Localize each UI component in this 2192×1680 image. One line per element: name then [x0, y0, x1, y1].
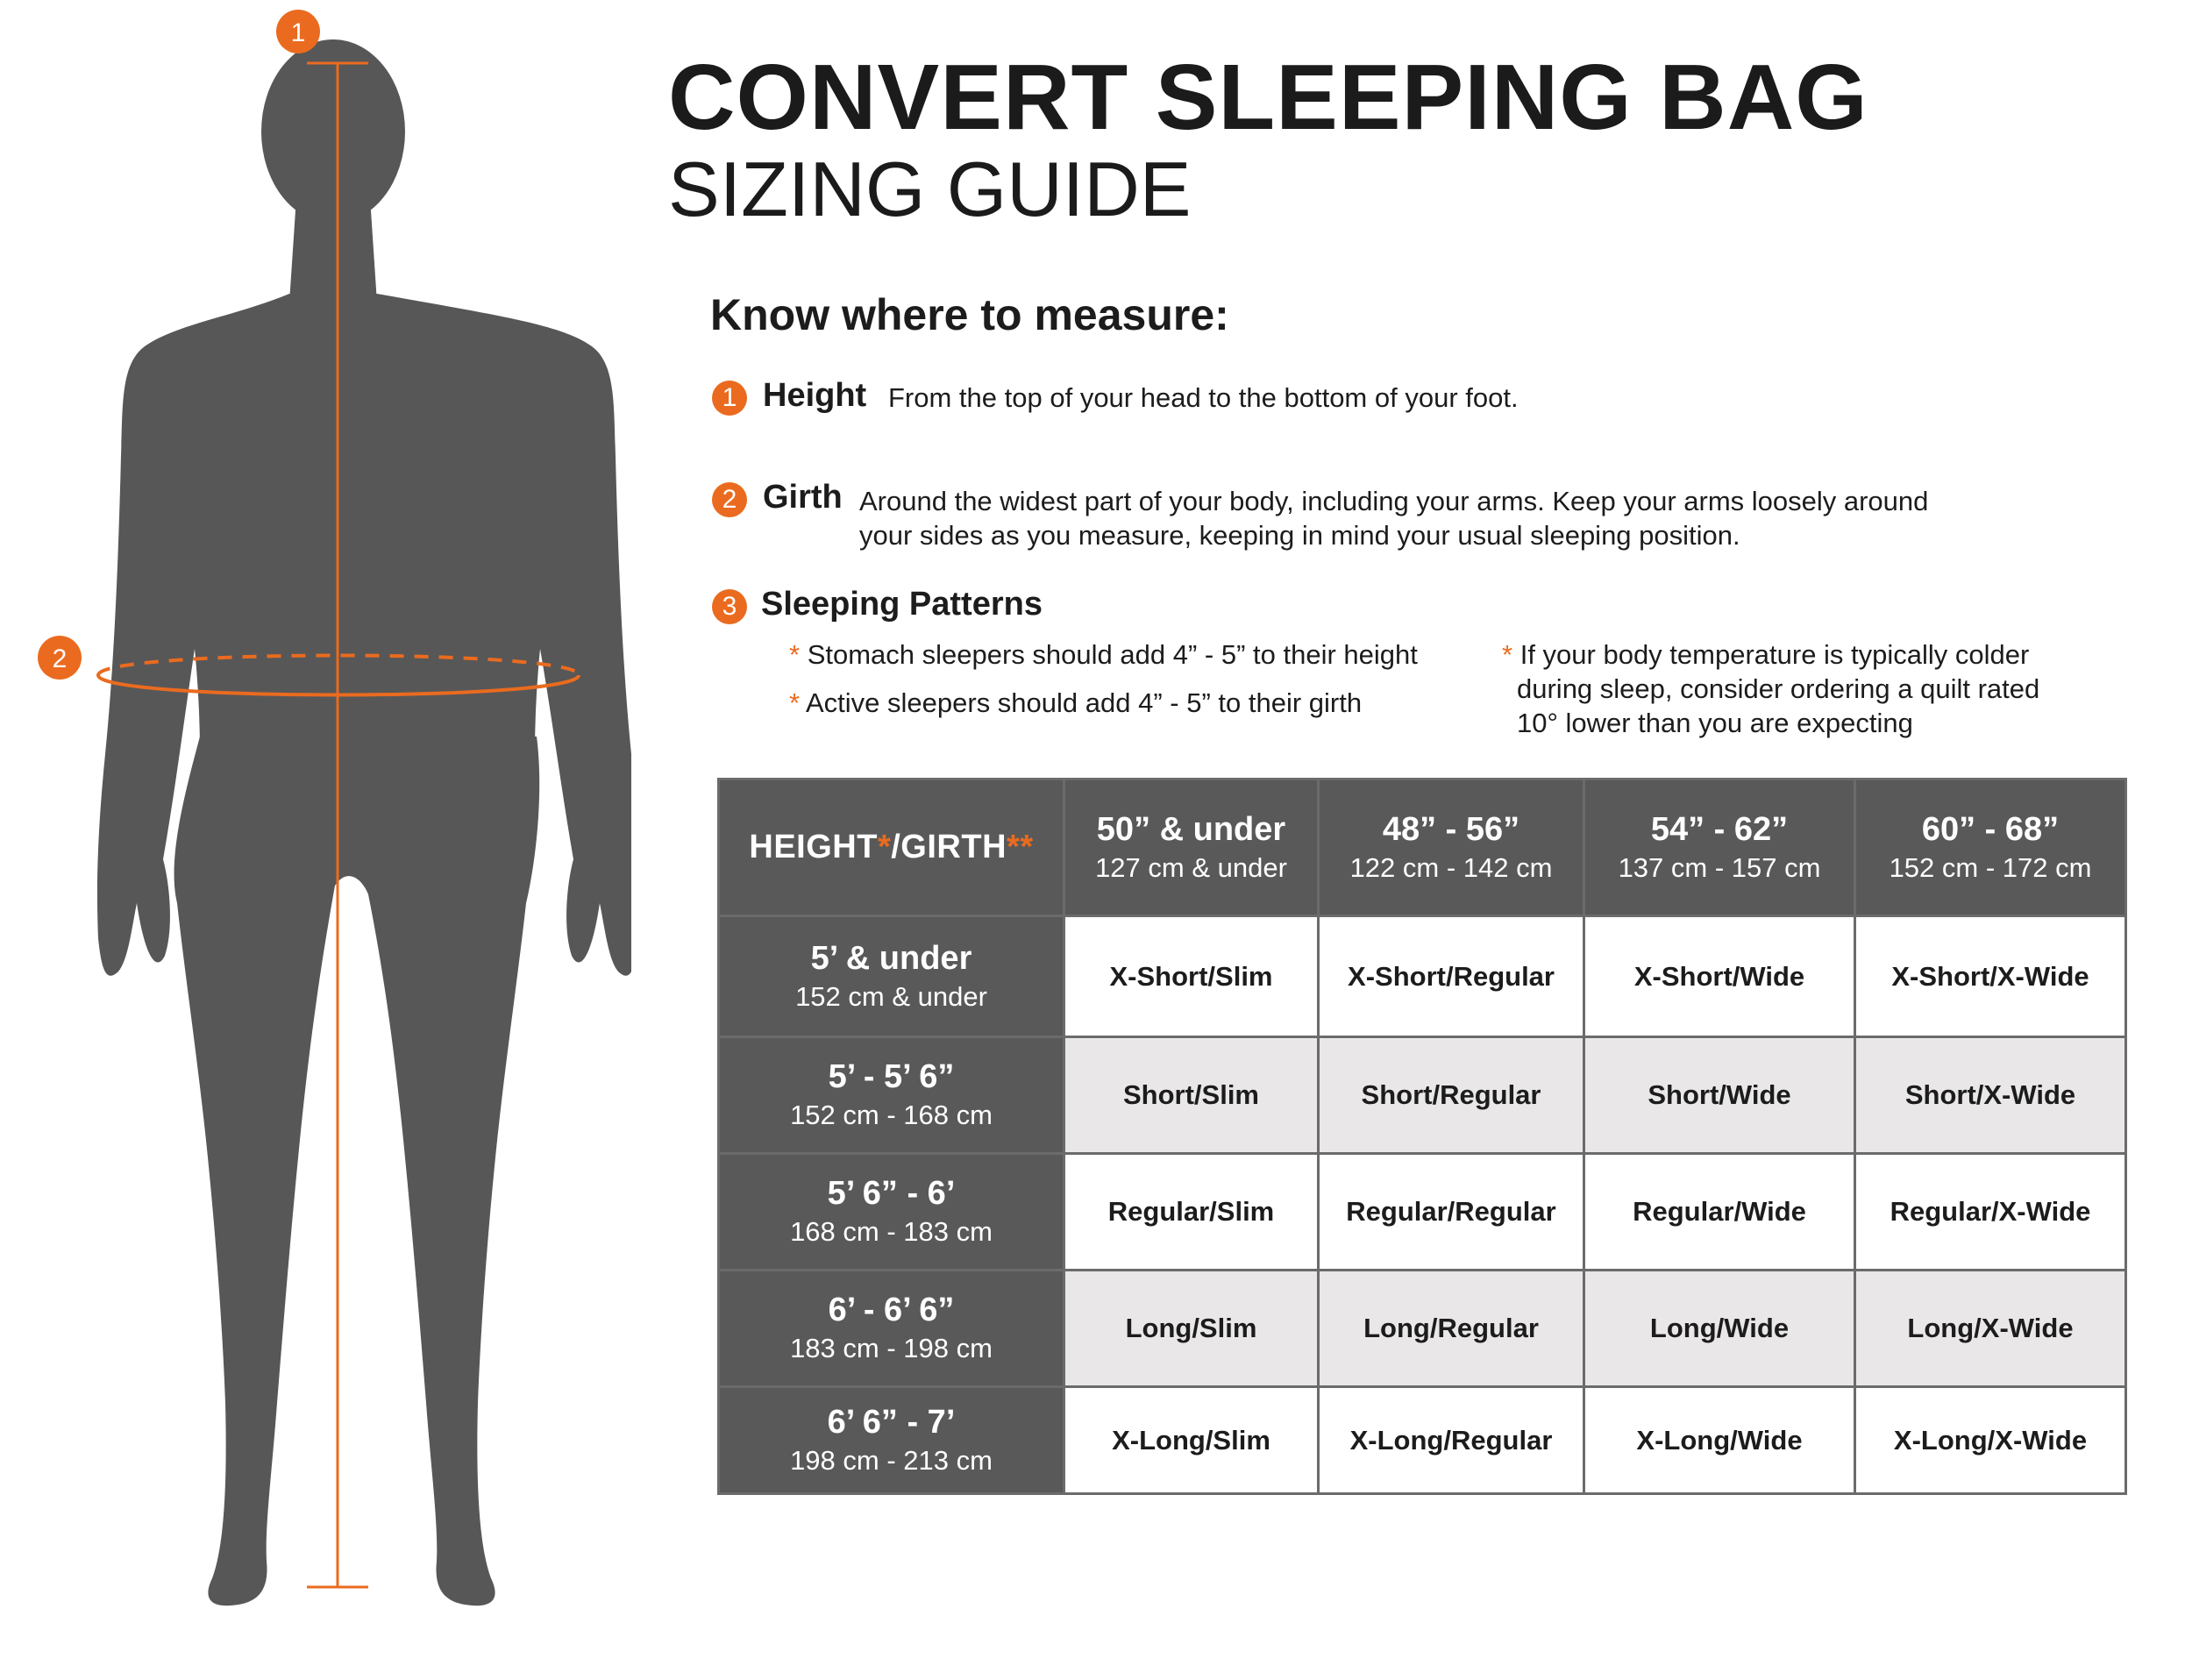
measure-heading: Know where to measure: — [710, 290, 1229, 339]
size-cell: X-Long/X-Wide — [1855, 1387, 2126, 1494]
size-cell: X-Long/Slim — [1064, 1387, 1319, 1494]
size-cell: X-Short/Wide — [1584, 916, 1855, 1037]
table-row — [719, 1271, 2126, 1387]
table-row — [719, 1037, 2126, 1154]
size-cell: X-Short/Regular — [1319, 916, 1584, 1037]
height-row-header: 6’ - 6’ 6” 183 cm - 198 cm — [719, 1271, 1064, 1387]
girth-column-header: 60” - 68” 152 cm - 172 cm — [1855, 779, 2126, 916]
corner-header: HEIGHT*/GIRTH** — [719, 779, 1064, 916]
note-temperature-line-3: 10° lower than you are expecting — [1517, 708, 1913, 738]
step-3-name: Sleeping Patterns — [761, 586, 1043, 623]
badge-1-icon — [276, 10, 320, 53]
step-2-desc-line-1: Around the widest part of your body, including your arms. Keep your arms loosely around — [859, 486, 1929, 516]
height-row-header: 5’ - 5’ 6” 152 cm - 168 cm — [719, 1037, 1064, 1154]
table-row — [719, 1387, 2126, 1494]
step-1-badge-icon: 1 — [712, 381, 747, 416]
svg-text:2: 2 — [52, 644, 68, 673]
table-row — [719, 1154, 2126, 1271]
note-temperature-line-2: during sleep, consider ordering a quilt rated — [1517, 673, 2040, 704]
note-active-sleepers: * Active sleepers should add 4” - 5” to their girth — [789, 687, 1363, 718]
size-cell: X-Long/Wide — [1584, 1387, 1855, 1494]
size-cell: X-Short/X-Wide — [1855, 916, 2126, 1037]
size-cell: X-Long/Regular — [1319, 1387, 1584, 1494]
note-temperature-line-1: * If your body temperature is typically colder — [1502, 639, 2030, 670]
size-cell: Regular/X-Wide — [1855, 1154, 2126, 1271]
step-2-desc-line-2: your sides as you measure, keeping in mind your usual sleeping position. — [859, 520, 1740, 551]
size-cell: Long/X-Wide — [1855, 1271, 2126, 1387]
size-cell: Short/Slim — [1064, 1037, 1319, 1154]
height-row-header: 5’ 6” - 6’ 168 cm - 183 cm — [719, 1154, 1064, 1271]
size-cell: Regular/Slim — [1064, 1154, 1319, 1271]
step-3-badge-icon: 3 — [712, 589, 747, 624]
title-main: CONVERT SLEEPING BAG — [668, 46, 1868, 149]
girth-column-header: 48” - 56” 122 cm - 142 cm — [1319, 779, 1584, 916]
step-1-name: Height — [763, 377, 867, 414]
body-silhouette — [97, 39, 631, 1605]
size-cell: Regular/Wide — [1584, 1154, 1855, 1271]
size-cell: Short/Wide — [1584, 1037, 1855, 1154]
svg-text:1: 1 — [290, 18, 306, 47]
height-row-header: 5’ & under 152 cm & under — [719, 916, 1064, 1037]
table-row — [719, 916, 2126, 1037]
title-sub: SIZING GUIDE — [668, 146, 1192, 232]
step-2-name: Girth — [763, 479, 843, 516]
badge-2-icon — [38, 636, 82, 680]
body-silhouette-figure — [0, 0, 631, 1680]
size-cell: Regular/Regular — [1319, 1154, 1584, 1271]
sizing-table — [717, 778, 2127, 1495]
table-header-row — [719, 779, 2126, 916]
size-cell: Short/Regular — [1319, 1037, 1584, 1154]
size-cell: Long/Slim — [1064, 1271, 1319, 1387]
step-2-badge-icon: 2 — [712, 482, 747, 517]
note-stomach-sleepers: * Stomach sleepers should add 4” - 5” to their height — [789, 639, 1418, 670]
size-cell: X-Short/Slim — [1064, 916, 1319, 1037]
size-cell: Long/Regular — [1319, 1271, 1584, 1387]
size-cell: Short/X-Wide — [1855, 1037, 2126, 1154]
height-row-header: 6’ 6” - 7’ 198 cm - 213 cm — [719, 1387, 1064, 1494]
girth-column-header: 50” & under 127 cm & under — [1064, 779, 1319, 916]
size-cell: Long/Wide — [1584, 1271, 1855, 1387]
girth-column-header: 54” - 62” 137 cm - 157 cm — [1584, 779, 1855, 916]
step-1-desc: From the top of your head to the bottom of your foot. — [888, 382, 1519, 413]
page-title — [668, 46, 1868, 232]
